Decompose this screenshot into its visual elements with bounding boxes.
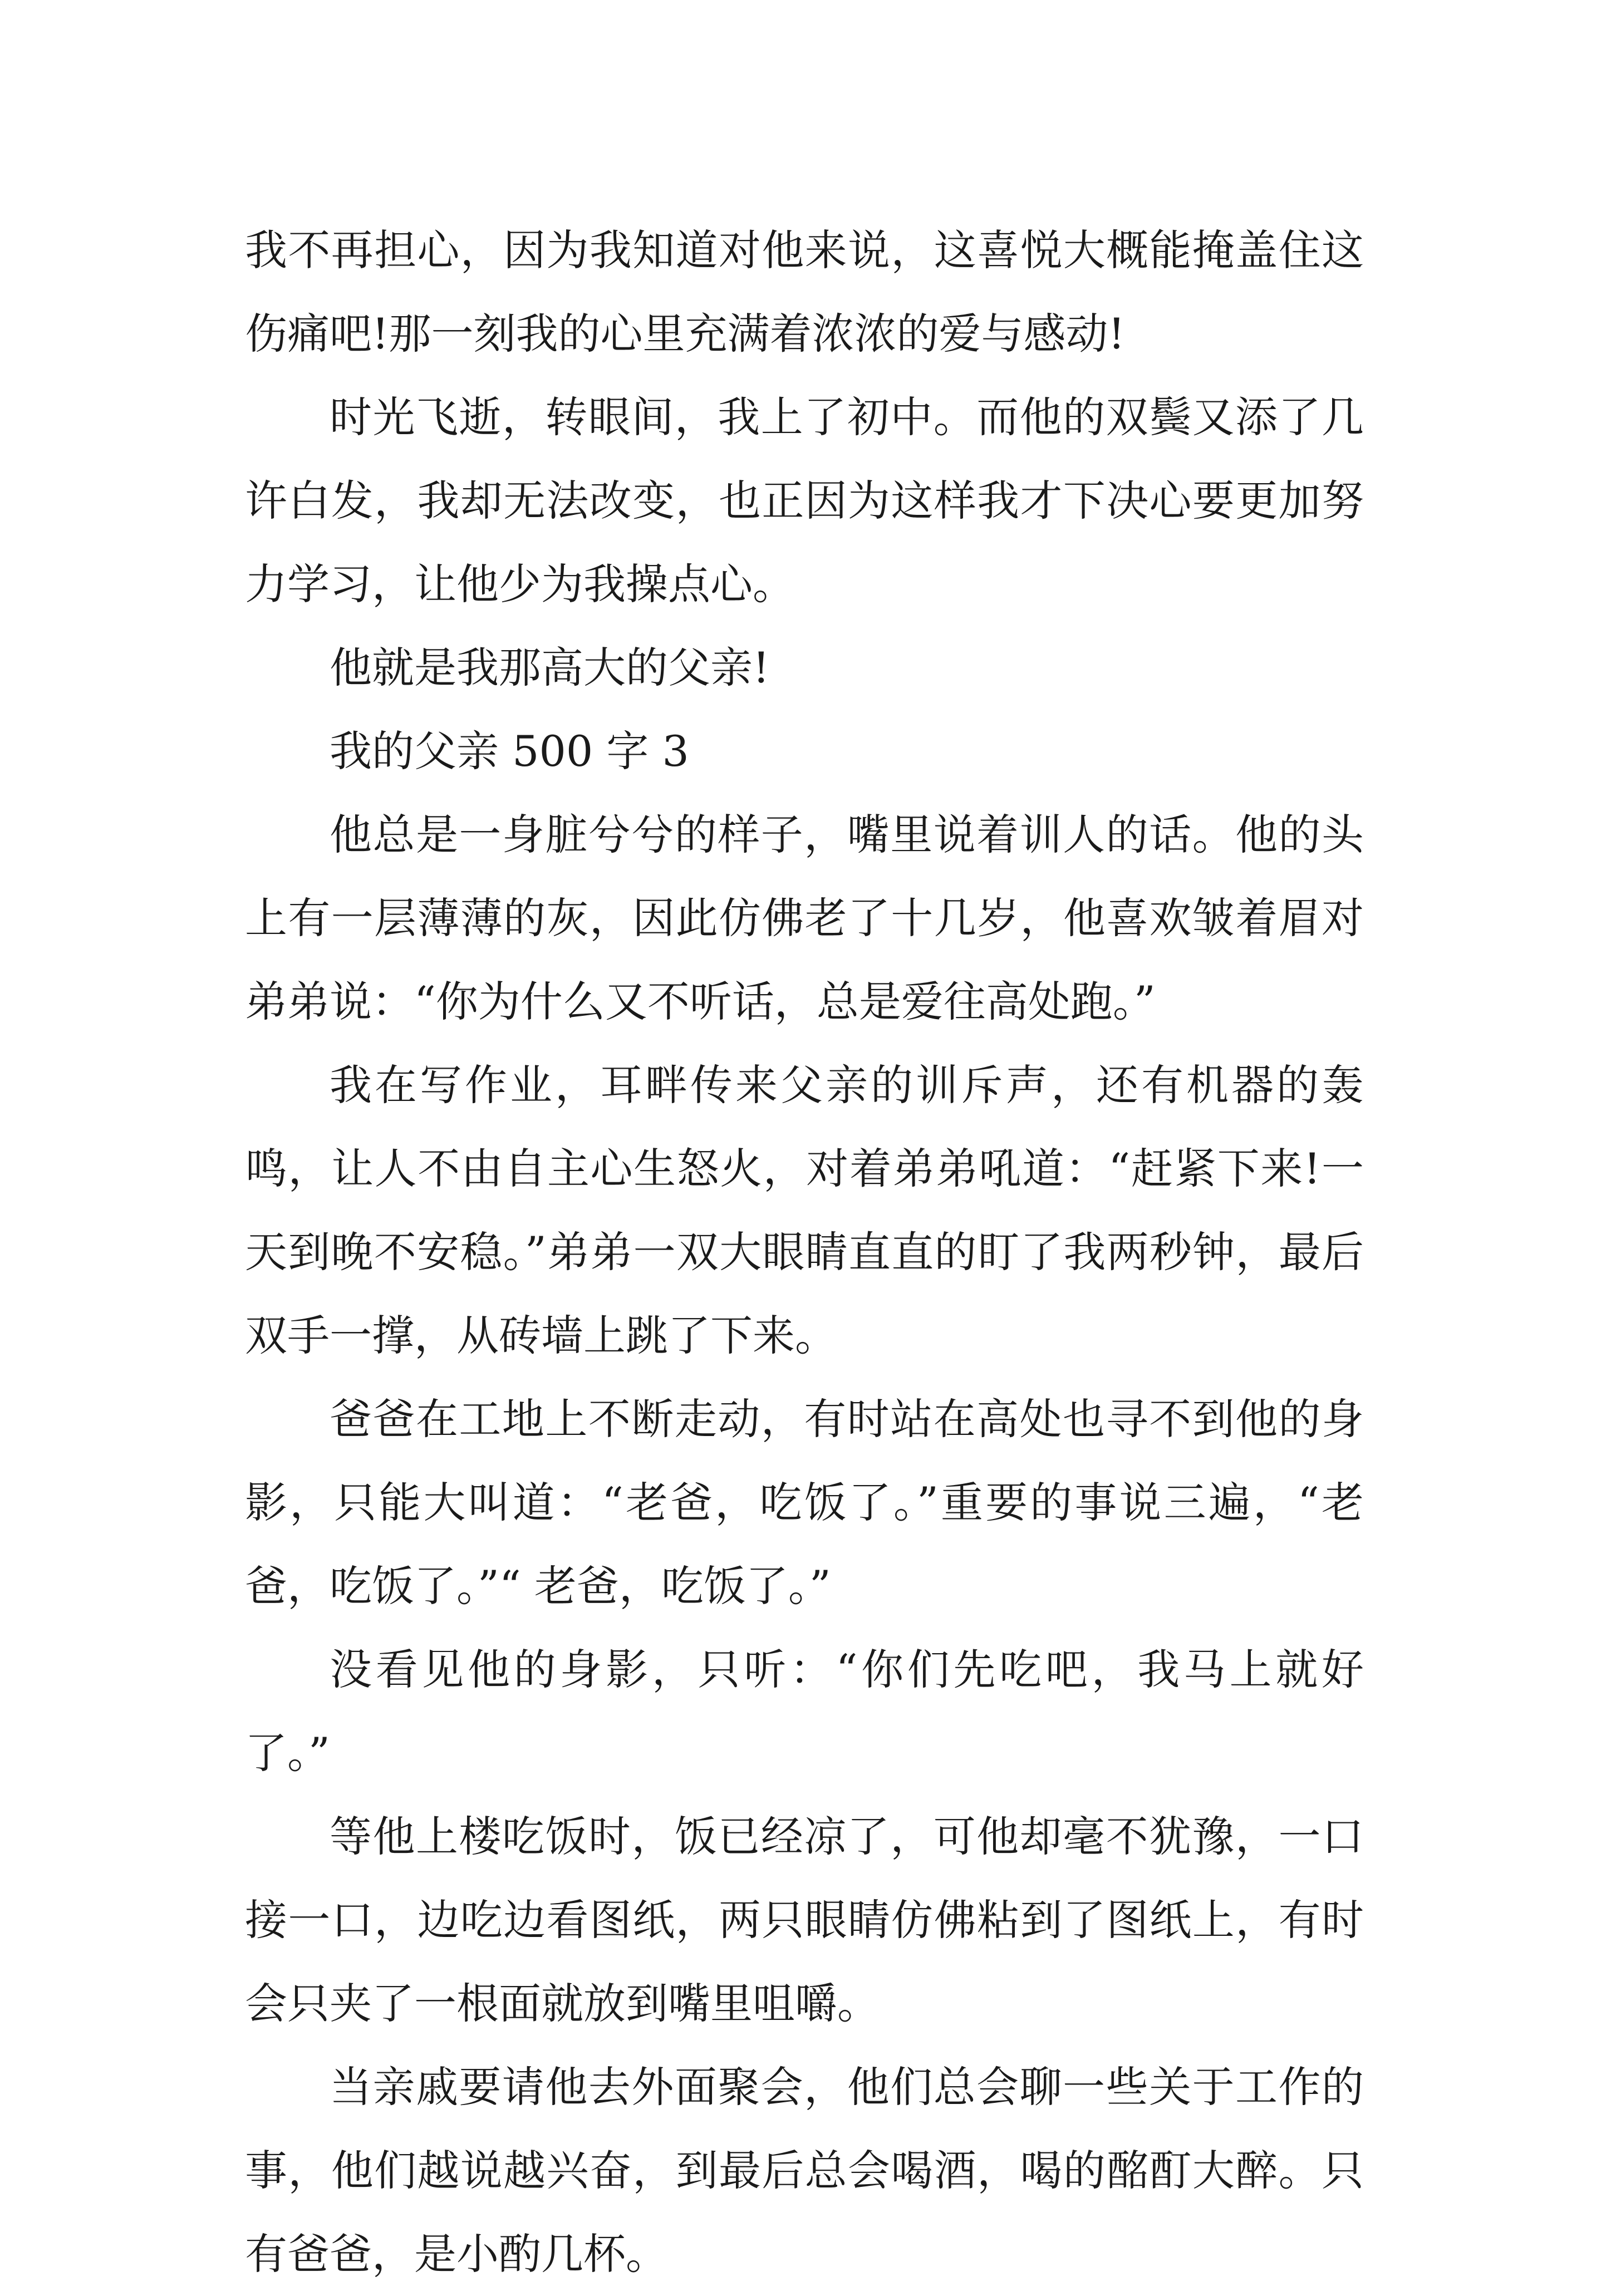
paragraph-5: 他总是一身脏兮兮的样子，嘴里说着训人的话。他的头上有一层薄薄的灰，因此仿佛老了十几岁，他喜欢皱着眉对弟弟说：“你为什么又不听话，总是爱往高处跑。” <box>245 810 1364 1026</box>
paragraph-1: 我不再担心，因为我知道对他来说，这喜悦大概能掩盖住这伤痛吧!那一刻我的心里充满着浓浓的爱与感动! <box>245 225 1364 358</box>
paragraph-3: 他就是我那高大的父亲! <box>330 643 770 692</box>
paragraph-2: 时光飞逝，转眼间，我上了初中。而他的双鬓又添了几许白发，我却无法改变，也正因为这样我才下决心要更加努力学习，让他少为我操点心。 <box>245 392 1364 609</box>
document-body <box>245 209 1364 2296</box>
paragraph-8: 没看见他的身影，只听：“你们先吃吧，我马上就好了。” <box>245 1645 1364 1778</box>
paragraph-6: 我在写作业，耳畔传来父亲的训斥声，还有机器的轰鸣，让人不由自主心生怒火，对着弟弟吼道：“赶紧下来!一天到晚不安稳。”弟弟一双大眼睛直直的盯了我两秒钟，最后双手一撑，从砖墙上跳了下来。 <box>245 1060 1364 1360</box>
paragraph-7: 爸爸在工地上不断走动，有时站在高处也寻不到他的身影，只能大叫道：“老爸，吃饭了。”重要的事说三遍，“老爸，吃饭了。”“ 老爸，吃饭了。” <box>245 1394 1364 1611</box>
paragraph-10: 当亲戚要请他去外面聚会，他们总会聊一些关于工作的事，他们越说越兴奋，到最后总会喝酒，喝的酩酊大醉。只有爸爸，是小酌几杯。 <box>245 2062 1364 2279</box>
paragraph-9: 等他上楼吃饭时，饭已经凉了，可他却毫不犹豫，一口接一口，边吃边看图纸，两只眼睛仿佛粘到了图纸上，有时会只夹了一根面就放到嘴里咀嚼。 <box>245 1812 1364 2028</box>
section-heading: 我的父亲 500 字 3 <box>330 726 689 776</box>
